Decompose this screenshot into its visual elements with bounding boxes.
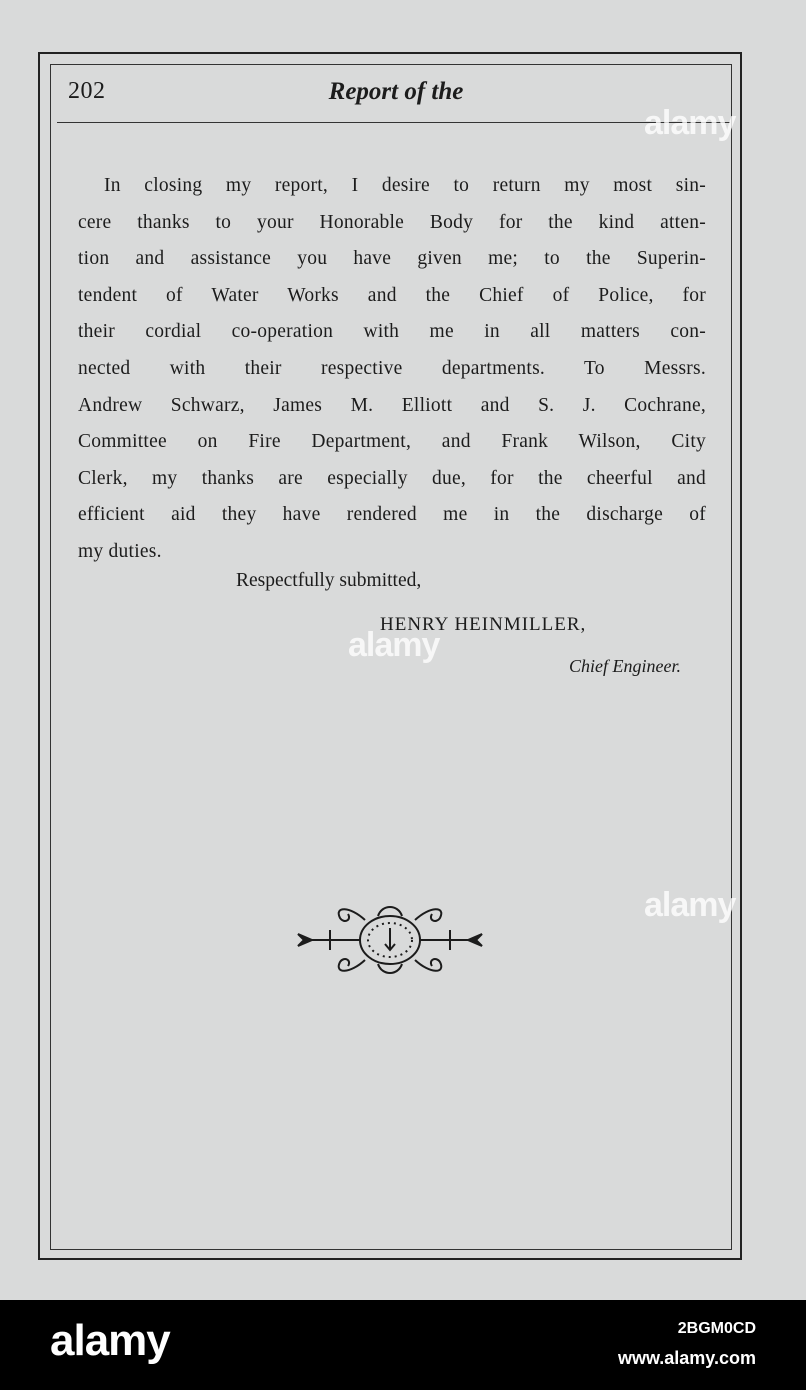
body-line: their cordial co-operation with me in all matters con- [78,321,706,343]
body-line: Andrew Schwarz, James M. Elliott and S. J. Cochrane, [78,394,706,416]
body-line: In closing my report, I desire to return my most sin- [104,175,706,196]
signature-title: Chief Engineer. [569,656,681,676]
body-line: my duties. [78,540,162,562]
image-id: 2BGM0CD [677,1320,756,1337]
alamy-logo: alamy [50,1316,170,1365]
body-line: tion and assistance you have given me; to the Superin- [78,248,706,270]
footer-url: www.alamy.com [617,1348,756,1368]
watermark: alamy [644,104,736,142]
body-line: tendent of Water Works and the Chief of Police, for [78,284,706,306]
printer-ornament-icon [290,892,490,988]
header-rule [57,122,730,123]
body-paragraph [78,168,706,571]
watermark: alamy [348,626,440,664]
signature-name: HENRY HEINMILLER, [380,614,587,635]
watermark: alamy [644,886,736,924]
body-line: nected with their respective departments. To Messrs. [78,357,706,379]
closing-salutation: Respectfully submitted, [236,570,422,591]
body-line: Committee on Fire Department, and Frank Wilson, City [78,431,706,453]
body-line: Clerk, my thanks are especially due, for the cheerful and [78,467,706,489]
body-line: efficient aid they have rendered me in the discharge of [78,504,706,526]
running-head: Report of the [328,78,464,105]
body-line: cere thanks to your Honorable Body for the kind atten- [78,211,706,233]
page-number: 202 [68,78,106,104]
